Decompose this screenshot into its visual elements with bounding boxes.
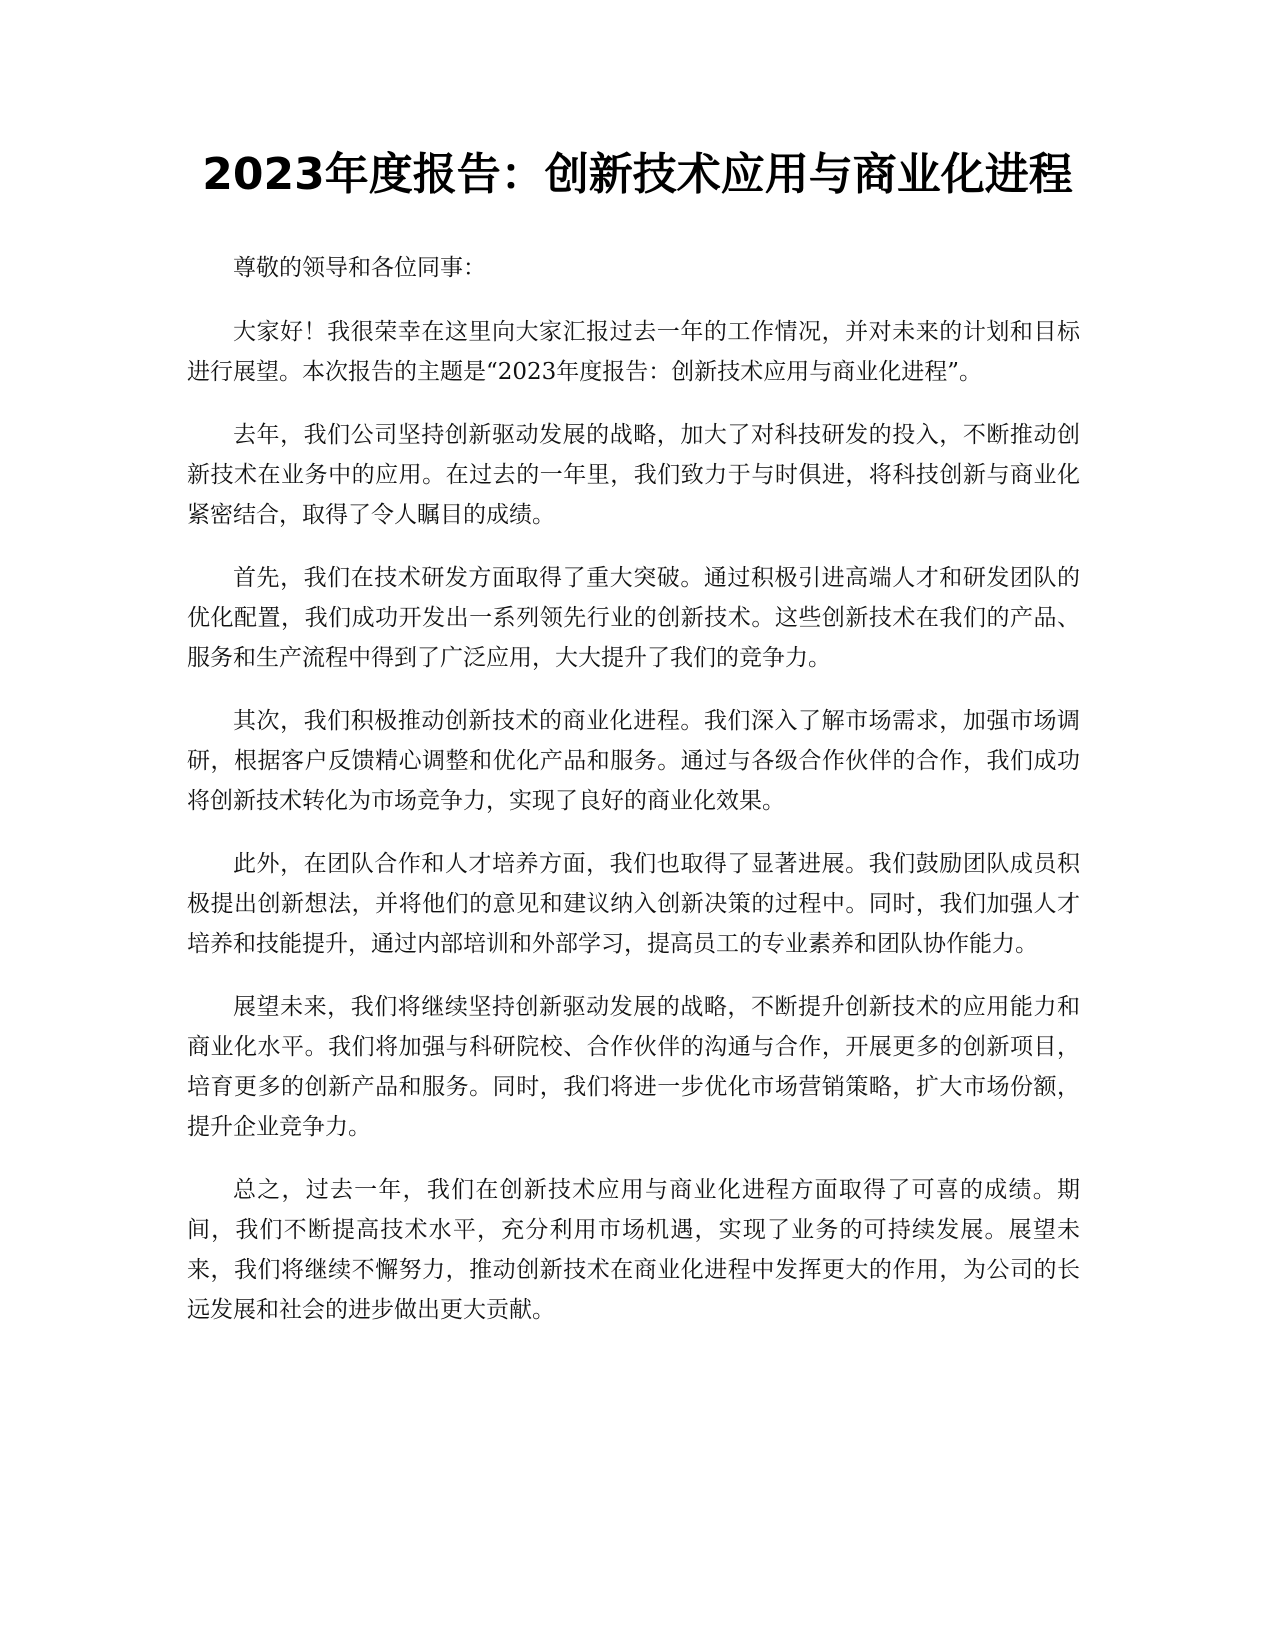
- paragraph-commercialization: 其次，我们积极推动创新技术的商业化进程。我们深入了解市场需求，加强市场调研，根据客户反馈精心调整和优化产品和服务。通过与各级合作伙伴的合作，我们成功将创新技术转化为市场竞争力，实现了良好的商业化效果。: [187, 708, 1080, 814]
- paragraph-last-year: 去年，我们公司坚持创新驱动发展的战略，加大了对科技研发的投入，不断推动创新技术在业务中的应用。在过去的一年里，我们致力于与时俱进，将科技创新与商业化紧密结合，取得了令人瞩目的成绩。: [187, 422, 1080, 528]
- document-body: [187, 248, 1080, 1353]
- paragraph-greeting: 大家好！我很荣幸在这里向大家汇报过去一年的工作情况，并对未来的计划和目标进行展望。本次报告的主题是“2023年度报告：创新技术应用与商业化进程”。: [187, 319, 1080, 385]
- paragraph-outlook: 展望未来，我们将继续坚持创新驱动发展的战略，不断提升创新技术的应用能力和商业化水平。我们将加强与科研院校、合作伙伴的沟通与合作，开展更多的创新项目，培育更多的创新产品和服务。同时，我们将进一步优化市场营销策略，扩大市场份额，提升企业竞争力。: [187, 994, 1080, 1140]
- paragraph-team-talent: 此外，在团队合作和人才培养方面，我们也取得了显著进展。我们鼓励团队成员积极提出创新想法，并将他们的意见和建议纳入创新决策的过程中。同时，我们加强人才培养和技能提升，通过内部培训和外部学习，提高员工的专业素养和团队协作能力。: [187, 851, 1080, 957]
- paragraph-conclusion: 总之，过去一年，我们在创新技术应用与商业化进程方面取得了可喜的成绩。期间，我们不断提高技术水平，充分利用市场机遇，实现了业务的可持续发展。展望未来，我们将继续不懈努力，推动创新技术在商业化进程中发挥更大的作用，为公司的长远发展和社会的进步做出更大贡献。: [187, 1177, 1080, 1323]
- paragraph-rnd-breakthrough: 首先，我们在技术研发方面取得了重大突破。通过积极引进高端人才和研发团队的优化配置，我们成功开发出一系列领先行业的创新技术。这些创新技术在我们的产品、服务和生产流程中得到了广泛应用，大大提升了我们的竞争力。: [187, 565, 1080, 671]
- salutation: 尊敬的领导和各位同事：: [233, 255, 486, 281]
- document-title: 2023年度报告：创新技术应用与商业化进程: [202, 149, 1073, 200]
